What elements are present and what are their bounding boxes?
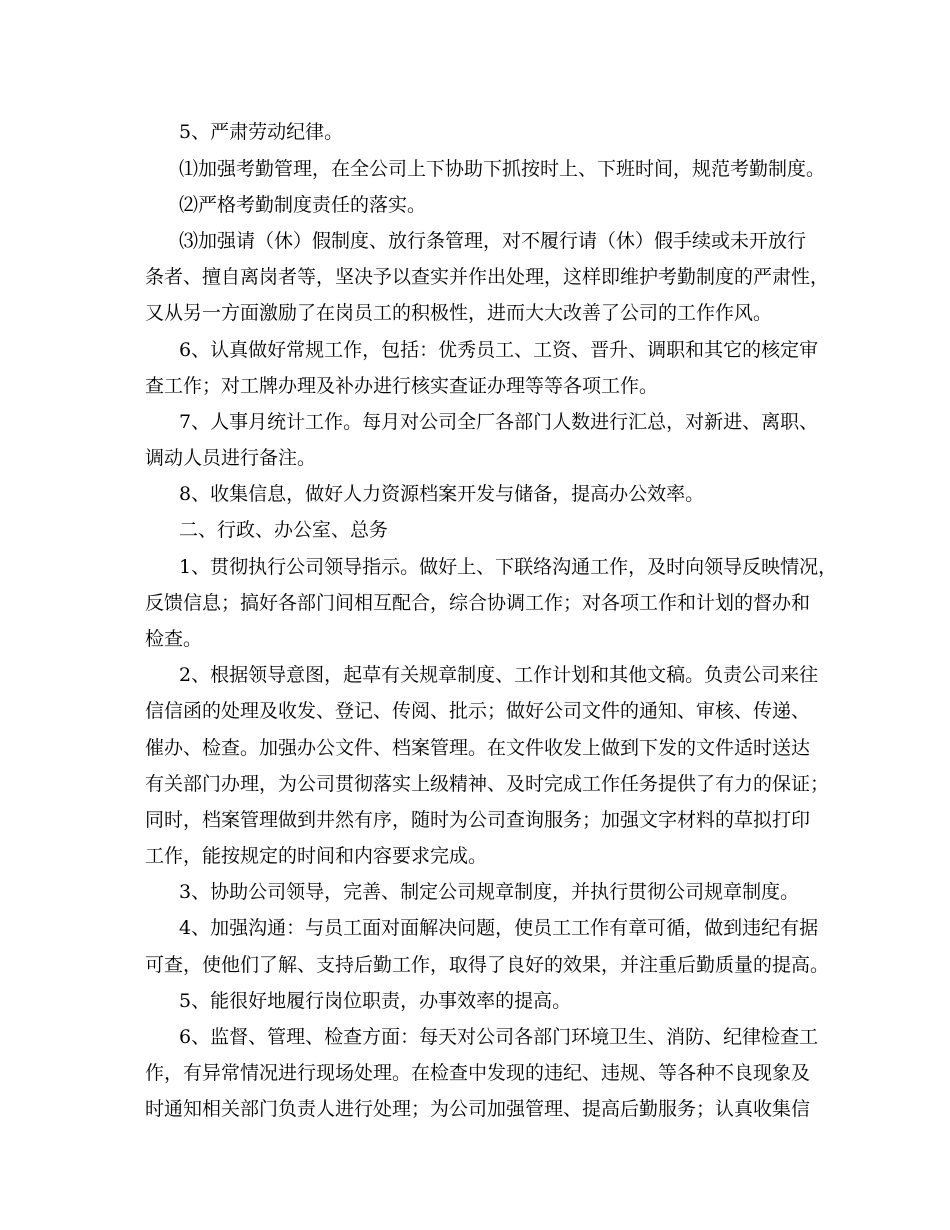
- paragraph-line: 又从另一方面激励了在岗员工的积极性，进而大大改善了公司的工作作风。: [145, 302, 773, 324]
- paragraph-line: 6、认真做好常规工作，包括：优秀员工、工资、晋升、调职和其它的核定审: [179, 339, 819, 361]
- paragraph-line: 3、协助公司领导，完善、制定公司规章制度，并执行贯彻公司规章制度。: [179, 881, 800, 903]
- paragraph-line: 调动人员进行备注。: [145, 447, 317, 469]
- paragraph-line: 检查。: [145, 628, 203, 650]
- paragraph-line: 作，有异常情况进行现场处理。在检查中发现的违纪、违规、等各种不良现象及: [145, 1062, 811, 1084]
- paragraph-line: ⑵严格考勤制度责任的落实。: [179, 194, 427, 216]
- paragraph-line: 6、监督、管理、检查方面：每天对公司各部门环境卫生、消防、纪律检查工: [179, 1026, 819, 1048]
- paragraph-line: 查工作；对工牌办理及补办进行核实查证办理等等各项工作。: [145, 375, 659, 397]
- paragraph-line: ⑶加强请（休）假制度、放行条管理，对不履行请（休）假手续或未开放行: [179, 230, 807, 252]
- paragraph-line: 1、贯彻执行公司领导指示。做好上、下联络沟通工作，及时向领导反映情况，: [179, 556, 838, 578]
- paragraph-line: 7、人事月统计工作。每月对公司全厂各部门人数进行汇总，对新进、离职、: [179, 411, 819, 433]
- paragraph-line: 4、加强沟通：与员工面对面解决问题，使员工工作有章可循，做到违纪有据: [179, 917, 819, 939]
- paragraph-line: ⑴加强考勤管理，在全公司上下协助下抓按时上、下班时间，规范考勤制度。: [179, 158, 826, 180]
- section-heading: 二、行政、办公室、总务: [179, 519, 389, 541]
- paragraph-line: 5、能很好地履行岗位职责，办事效率的提高。: [179, 990, 572, 1012]
- paragraph-line: 反馈信息；搞好各部门间相互配合，综合协调工作；对各项工作和计划的督办和: [145, 592, 811, 614]
- paragraph-line: 时通知相关部门负责人进行处理；为公司加强管理、提高后勤服务；认真收集信: [145, 1098, 811, 1120]
- paragraph-line: 有关部门办理，为公司贯彻落实上级精神、及时完成工作任务提供了有力的保证；: [145, 773, 830, 795]
- paragraph-line: 8、收集信息，做好人力资源档案开发与储备，提高办公效率。: [179, 483, 705, 505]
- paragraph-line: 5、严肃劳动纪律。: [179, 121, 344, 143]
- paragraph-line: 催办、检查。加强办公文件、档案管理。在文件收发上做到下发的文件适时送达: [145, 737, 811, 759]
- paragraph-line: 信信函的处理及收发、登记、传阅、批示；做好公司文件的通知、审核、传递、: [145, 700, 811, 722]
- paragraph-line: 同时，档案管理做到井然有序，随时为公司查询服务；加强文字材料的草拟打印: [145, 809, 811, 831]
- paragraph-line: 工作，能按规定的时间和内容要求完成。: [145, 845, 488, 867]
- paragraph-line: 条者、擅自离岗者等，坚决予以查实并作出处理，这样即维护考勤制度的严肃性，: [145, 266, 830, 288]
- paragraph-line: 2、根据领导意图，起草有关规章制度、工作计划和其他文稿。负责公司来往: [179, 664, 819, 686]
- paragraph-line: 可查，使他们了解、支持后勤工作，取得了良好的效果，并注重后勤质量的提高。: [145, 954, 830, 976]
